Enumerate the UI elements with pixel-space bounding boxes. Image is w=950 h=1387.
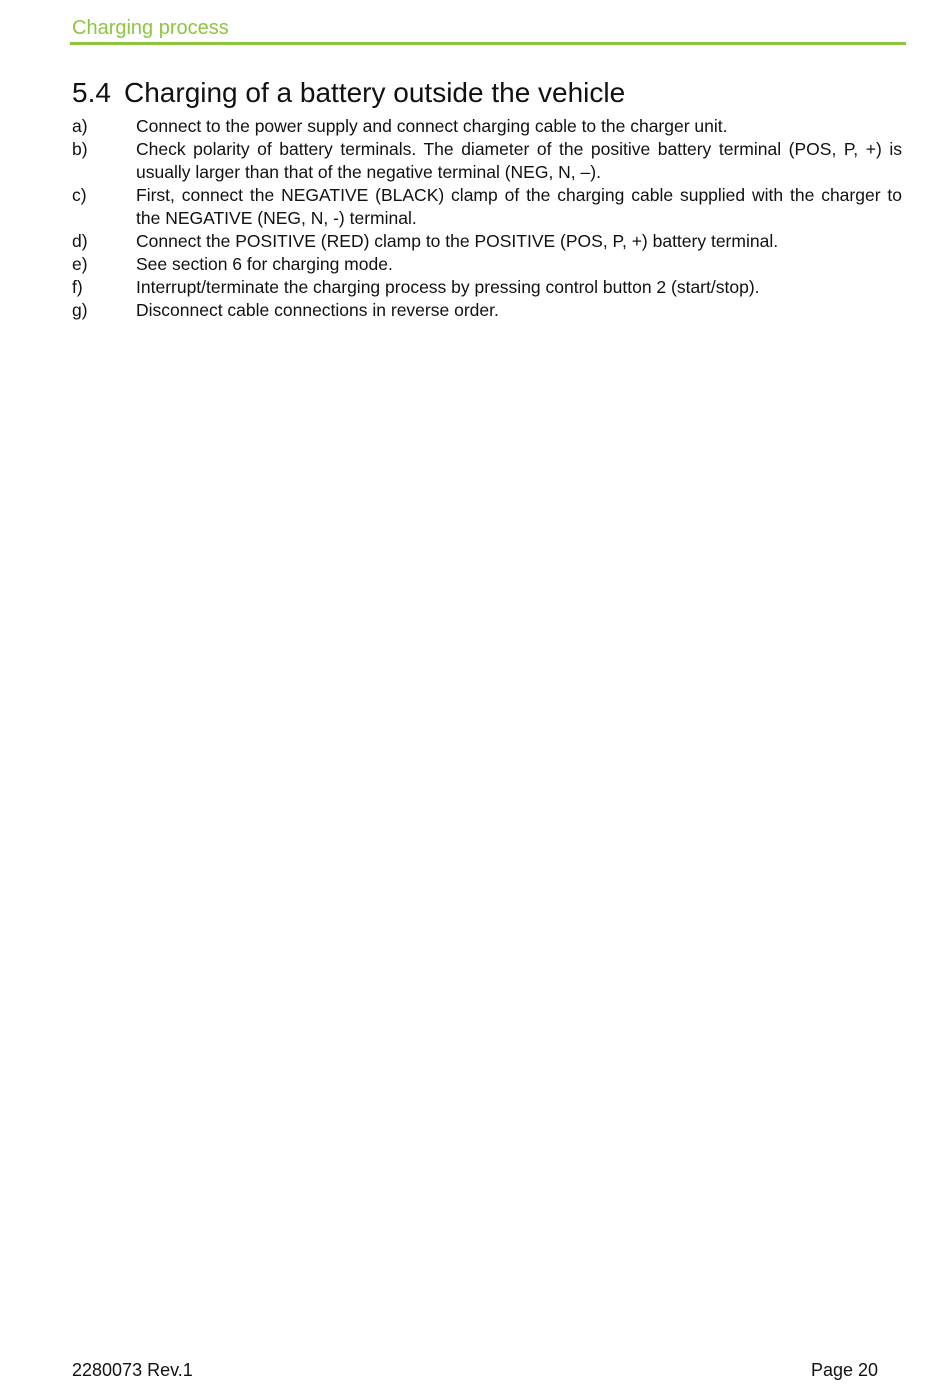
list-item-text: Check polarity of battery terminals. The diameter of the positive battery terminal (POS, P, +) is usually larger than that of the negative terminal (NEG, N, –). <box>136 139 902 182</box>
list-item-marker: g) <box>72 300 88 320</box>
section-title: Charging of a battery outside the vehicle <box>124 77 626 108</box>
list-item-text: First, connect the NEGATIVE (BLACK) clamp of the charging cable supplied with the charger to the NEGATIVE (NEG, N, -) terminal. <box>136 185 902 228</box>
list-item-text: Disconnect cable connections in reverse order. <box>136 300 499 320</box>
list-item <box>72 299 902 322</box>
footer-document-id: 2280073 Rev.1 <box>72 1360 193 1380</box>
list-item-text: See section 6 for charging mode. <box>136 254 393 274</box>
list-item-text: Connect the POSITIVE (RED) clamp to the POSITIVE (POS, P, +) battery terminal. <box>136 231 779 251</box>
header-divider <box>70 42 906 45</box>
list-item-marker: c) <box>72 185 87 205</box>
list-item-marker: a) <box>72 116 88 136</box>
list-item <box>72 276 902 299</box>
list-item-marker: f) <box>72 277 83 297</box>
instruction-list <box>72 115 902 322</box>
list-item-marker: b) <box>72 139 88 159</box>
list-item <box>72 230 902 253</box>
list-item <box>72 138 902 184</box>
list-item <box>72 115 902 138</box>
section-number: 5.4 <box>72 77 111 108</box>
list-item-marker: d) <box>72 231 88 251</box>
list-item-text: Interrupt/terminate the charging process by pressing control button 2 (start/stop). <box>136 277 760 297</box>
list-item-marker: e) <box>72 254 88 274</box>
footer-page-number: Page 20 <box>810 1360 878 1380</box>
section-heading <box>72 76 625 110</box>
list-item <box>72 253 902 276</box>
list-item <box>72 184 902 230</box>
running-header-title: Charging process <box>72 17 229 39</box>
list-item-text: Connect to the power supply and connect charging cable to the charger unit. <box>136 116 728 136</box>
